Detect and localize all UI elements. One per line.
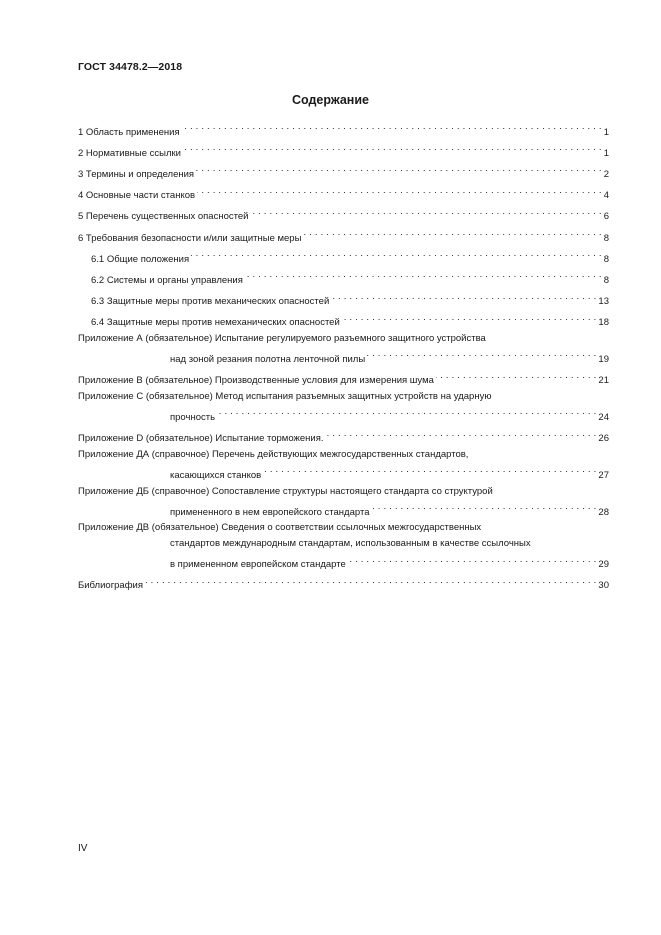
- toc-entry-page: 19: [598, 354, 609, 366]
- toc-entry-title: 4 Основные части станков: [78, 190, 196, 202]
- toc-entry[interactable]: [78, 140, 609, 161]
- toc-entry-page: 1: [603, 147, 609, 159]
- toc-entry-title: 5 Перечень существенных опасностей: [78, 211, 249, 223]
- table-of-contents: [78, 119, 609, 594]
- toc-entry[interactable]: [78, 161, 609, 182]
- toc-entry-title: 6.2 Системы и органы управления: [91, 274, 243, 286]
- toc-entry[interactable]: [78, 204, 609, 225]
- toc-entry-appendix-dv[interactable]: [78, 520, 609, 572]
- toc-entry-title: Приложение ДВ (обязательное) Сведения о соответствии ссылочных межгосударственных: [78, 522, 482, 534]
- toc-entry-page: 21: [598, 375, 609, 387]
- toc-leader-dots: [367, 346, 596, 362]
- toc-entry-title: Библиография: [78, 580, 143, 592]
- toc-entry-title: 3 Термины и определения: [78, 168, 195, 180]
- toc-entry-title-continuation: прочность: [170, 412, 216, 424]
- toc-entry-title: 6.4 Защитные меры против немеханических опасностей: [91, 317, 340, 329]
- toc-entry-page: 6: [603, 211, 609, 223]
- toc-entry-page: 18: [598, 317, 609, 329]
- toc-leader-dots: [342, 310, 597, 326]
- toc-entry-page: 2: [603, 168, 609, 180]
- toc-subentry[interactable]: [78, 246, 609, 267]
- toc-entry-title: 6.1 Общие положения: [91, 253, 190, 265]
- document-code: ГОСТ 34478.2—2018: [78, 61, 183, 73]
- toc-entry-title: 1 Область применения: [78, 126, 180, 138]
- toc-entry-page: 29: [598, 559, 609, 571]
- toc-entry-title: 6.3 Защитные меры против механических опасностей: [91, 296, 330, 308]
- toc-leader-dots: [197, 183, 602, 199]
- toc-leader-dots: [325, 426, 596, 442]
- toc-entry-title-continuation: стандартов международным стандартам, использованным в качестве ссылочных: [170, 537, 531, 549]
- toc-entry-appendix-da[interactable]: [78, 447, 609, 484]
- toc-entry-title-continuation: над зоной резания полотна ленточной пилы: [170, 354, 366, 366]
- toc-leader-dots: [371, 499, 596, 515]
- toc-leader-dots: [191, 246, 602, 262]
- toc-entry-page: 13: [598, 296, 609, 308]
- toc-entry-title: 6 Требования безопасности и/или защитные меры: [78, 232, 302, 244]
- page-number: IV: [78, 843, 88, 854]
- toc-subentry[interactable]: [78, 289, 609, 310]
- toc-entry-page: 8: [603, 253, 609, 265]
- toc-leader-dots: [145, 573, 596, 589]
- toc-entry-title-continuation: касающихся станков: [170, 470, 262, 481]
- toc-entry-page: 8: [603, 232, 609, 244]
- toc-leader-dots: [250, 204, 601, 220]
- toc-leader-dots: [182, 119, 602, 135]
- toc-entry-appendix-a[interactable]: [78, 331, 609, 368]
- toc-entry-title: Приложение ДБ (справочное) Сопоставление структуры настоящего стандарта со структурой: [78, 485, 493, 497]
- toc-entry-title-continuation: в примененном европейском стандарте: [170, 559, 346, 571]
- toc-title: Содержание: [291, 93, 369, 107]
- toc-subentry[interactable]: [78, 267, 609, 288]
- toc-leader-dots: [348, 552, 597, 568]
- toc-entry-appendix-c[interactable]: [78, 389, 609, 426]
- toc-entry-page: 8: [603, 274, 609, 286]
- toc-leader-dots: [263, 462, 596, 478]
- toc-entry-bibliography[interactable]: [78, 573, 609, 594]
- toc-leader-dots: [245, 267, 602, 283]
- toc-entry-title: Приложение А (обязательное) Испытание регулируемого разъемного защитного устройства: [78, 332, 486, 344]
- toc-entry[interactable]: [78, 183, 609, 204]
- toc-leader-dots: [331, 289, 596, 305]
- toc-entry-title: Приложение ДА (справочное) Перечень действующих межгосударственных стандартов,: [78, 448, 469, 460]
- toc-leader-dots: [436, 368, 597, 384]
- toc-entry-page: 27: [598, 470, 609, 481]
- toc-entry-title: 2 Нормативные ссылки: [78, 147, 181, 159]
- toc-leader-dots: [303, 225, 601, 241]
- toc-subentry[interactable]: [78, 310, 609, 331]
- toc-entry[interactable]: [78, 225, 609, 246]
- toc-entry-appendix-b[interactable]: [78, 368, 609, 389]
- toc-entry-appendix-d[interactable]: [78, 426, 609, 447]
- toc-entry-page: 28: [598, 506, 609, 518]
- toc-entry-page: 26: [598, 433, 609, 445]
- toc-entry-title-continuation: примененного в нем европейского стандарта: [170, 506, 370, 518]
- toc-entry-title: Приложение В (обязательное) Производственные условия для измерения шума: [78, 375, 434, 387]
- toc-entry-title: Приложение С (обязательное) Метод испытания разъемных защитных устройств на ударную: [78, 390, 492, 402]
- toc-entry-title: Приложение D (обязательное) Испытание торможения.: [78, 433, 324, 445]
- toc-leader-dots: [183, 140, 602, 156]
- toc-entry-appendix-db[interactable]: [78, 484, 609, 521]
- toc-entry-page: 4: [603, 190, 609, 202]
- toc-entry-page: 30: [598, 580, 609, 592]
- toc-leader-dots: [217, 404, 596, 420]
- toc-leader-dots: [196, 161, 602, 177]
- toc-entry-page: 1: [603, 126, 609, 138]
- toc-entry[interactable]: [78, 119, 609, 140]
- toc-entry-page: 24: [598, 412, 609, 424]
